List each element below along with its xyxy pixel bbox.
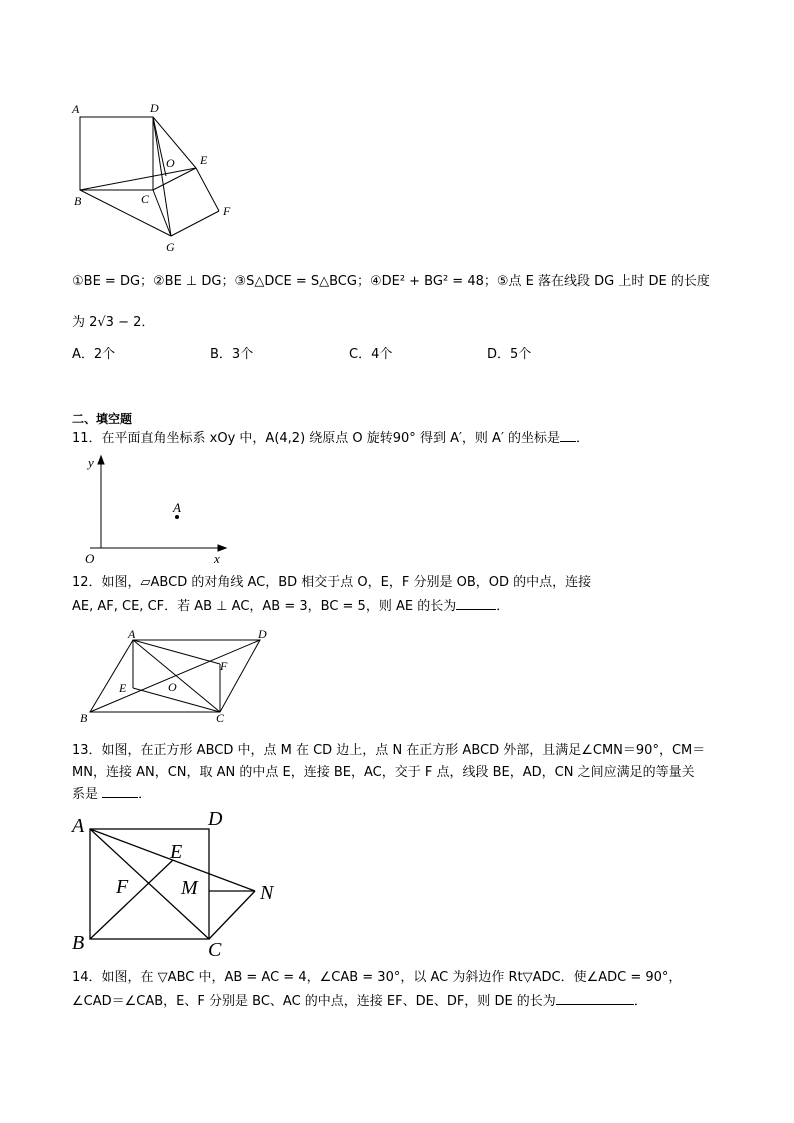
section-title: 二、填空题	[72, 412, 133, 426]
q10-option-c: C．4个	[349, 347, 393, 362]
q10-statements-cont: 为 2√3 − 2．	[72, 315, 155, 330]
q12-line1: 12．如图，▱ABCD 的对角线 AC，BD 相交于点 O，E，F 分别是 OB，OD 的中点，连接	[72, 575, 592, 590]
q11-origin-label: O	[85, 551, 95, 566]
q10-statements: ①BE = DG；②BE ⊥ DG；③S△DCE = S△BCG；④DE² + BG² = 48；⑤点 E 落在线段 DG 上时 DE 的长度	[72, 274, 710, 289]
q10-label-A: A	[72, 102, 80, 116]
q13-label-B: B	[72, 932, 85, 954]
q13-label-E: E	[170, 841, 183, 863]
q12-label-F: F	[220, 659, 228, 673]
q13-label-D: D	[208, 808, 223, 830]
q10-figure	[66, 96, 246, 256]
q14-line1: 14．如图，在 ▽ABC 中，AB = AC = 4，∠CAB = 30°，以 AC 为斜边作 Rt▽ADC．使∠ADC = 90°，	[72, 970, 682, 985]
q12-suffix: ．	[496, 599, 510, 614]
q10-label-D: D	[150, 101, 159, 115]
q10-label-B: B	[74, 194, 82, 208]
q13-line3	[72, 784, 151, 804]
q12-parallelogram-figure	[74, 626, 274, 726]
q11-x-label: x	[214, 551, 220, 566]
q14-suffix: ．	[633, 994, 647, 1009]
q10-label-F: F	[223, 204, 231, 218]
q11-answer-blank	[560, 428, 576, 442]
q13-suffix: ．	[138, 787, 152, 802]
q12-label-C: C	[216, 711, 225, 725]
q14-question: ∠CAD＝∠CAB，E、F 分别是 BC、AC 的中点，连接 EF、DE、DF，则 DE 的长为	[72, 994, 556, 1009]
q10-label-E: E	[200, 153, 208, 167]
q12-line2	[72, 596, 509, 616]
q13-label-C: C	[208, 939, 222, 961]
q13-label-M: M	[181, 877, 198, 899]
q10-label-C: C	[141, 192, 150, 206]
q12-question: AE, AF, CE, CF．若 AB ⊥ AC，AB = 3，BC = 5，则 AE 的长为	[72, 599, 457, 614]
q12-label-B: B	[80, 711, 88, 725]
q12-label-E: E	[119, 681, 127, 695]
q10-option-a: A．2个	[72, 347, 116, 362]
q10-option-b: B．3个	[210, 347, 254, 362]
q11-text	[72, 428, 589, 448]
q11-coordinate-figure	[80, 452, 230, 570]
q12-answer-blank	[456, 596, 496, 610]
q13-label-F: F	[116, 876, 129, 898]
q12-label-D: D	[258, 627, 267, 641]
q14-answer-blank	[556, 991, 634, 1005]
q13-line2: MN，连接 AN，CN，取 AN 的中点 E，连接 BE，AC，交于 F 点，线段 BE，AD，CN 之间应满足的等量关	[72, 765, 695, 780]
q13-line1: 13．如图，在正方形 ABCD 中，点 M 在 CD 边上，点 N 在正方形 ABCD 外部，且满足∠CMN＝90°，CM＝	[72, 743, 706, 758]
q13-answer-blank	[102, 784, 138, 798]
q13-label-A: A	[72, 815, 85, 837]
q12-label-O: O	[168, 680, 177, 694]
q11-point-a-label: A	[173, 500, 181, 515]
q13-square-figure	[68, 806, 288, 962]
q10-label-G: G	[166, 240, 175, 254]
q10-option-d: D．5个	[487, 347, 532, 362]
q13-question: 系是	[72, 787, 99, 802]
q11-y-label: y	[88, 455, 94, 470]
q11-question: 11．在平面直角坐标系 xOy 中，A(4,2) 绕原点 O 旋转90° 得到 A′，则 A′ 的坐标是	[72, 431, 561, 446]
q12-label-A: A	[128, 627, 136, 641]
q11-suffix: ．	[576, 431, 590, 446]
q14-line2	[72, 991, 647, 1011]
q13-label-N: N	[260, 882, 274, 904]
q10-label-O: O	[166, 156, 175, 170]
